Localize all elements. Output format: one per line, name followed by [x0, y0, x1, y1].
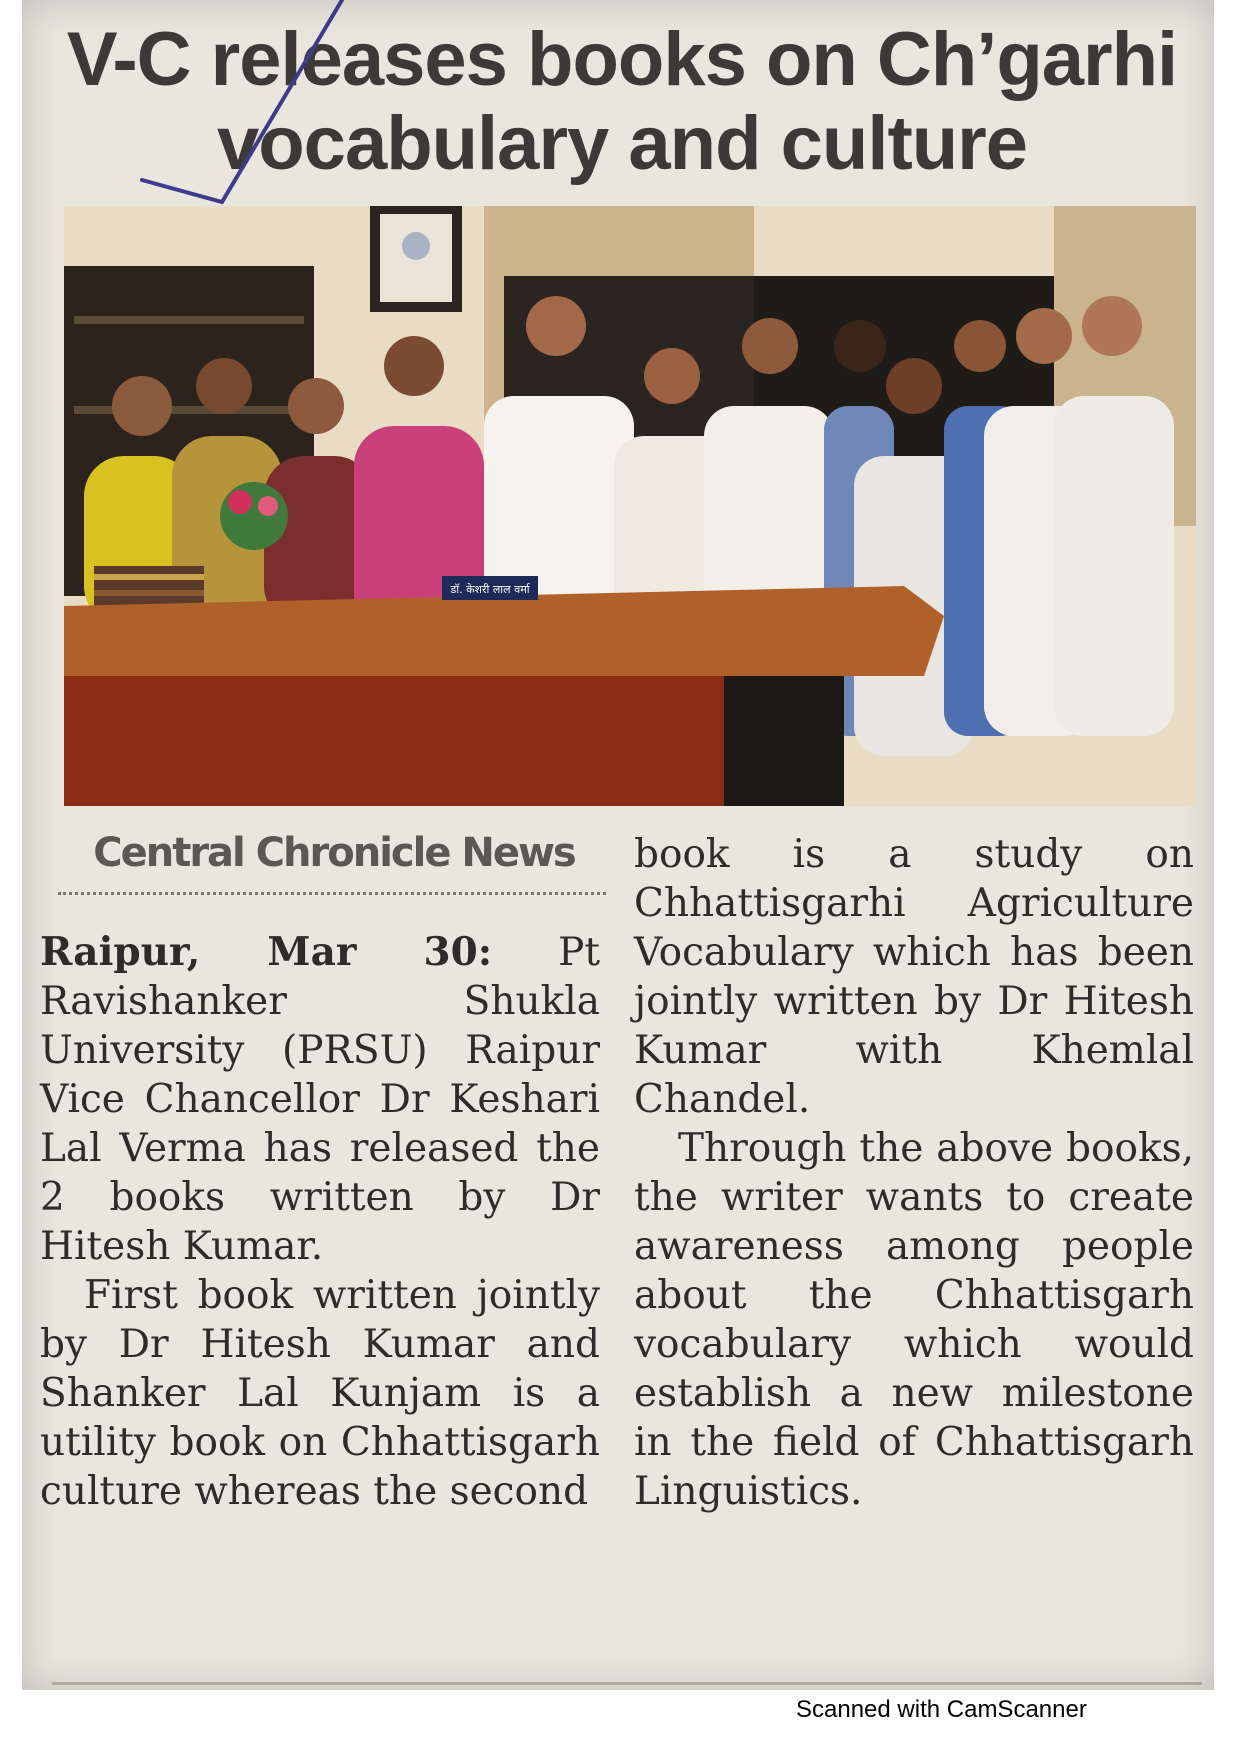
paragraph-3: book is a study on Chhattisgarhi Agriculture Vocabulary which has been jointly written by Dr Hitesh Kumar with Khemlal Chandel.	[634, 832, 1194, 1122]
dateline: Raipur, Mar 30:	[40, 929, 493, 975]
byline-divider	[58, 892, 606, 895]
paragraph-1	[40, 928, 600, 1271]
paragraph-2: First book written jointly by Dr Hitesh Kumar and Shanker Lal Kunjam is a utility book on Chhattisgarh culture whereas the second	[40, 1273, 600, 1514]
article-column-right	[634, 830, 1194, 1516]
paragraph-1-text: Pt Ravishanker Shukla University (PRSU) Raipur Vice Chancellor Dr Keshari Lal Verma has released the 2 books written by Dr Hitesh Kumar.	[40, 930, 600, 1269]
pen-tick-mark	[92, 0, 392, 240]
news-photo	[64, 206, 1196, 806]
headline: V-C releases books on Ch’garhi vocabulary and culture	[66, 17, 1178, 186]
byline: Central Chronicle News	[93, 830, 575, 876]
article-column-left	[40, 928, 600, 1516]
scanner-watermark: Scanned with CamScanner	[796, 1696, 1087, 1723]
desk-nameplate: डॉ. केशरी लाल वर्मा	[450, 583, 530, 596]
show-through-text	[52, 1622, 1202, 1685]
paragraph-4: Through the above books, the writer wants to create awareness among people about the Chhattisgarh vocabulary which would establish a new milestone in the field of Chhattisgarh Linguistics.	[634, 1126, 1194, 1514]
newspaper-clipping	[22, 0, 1214, 1690]
